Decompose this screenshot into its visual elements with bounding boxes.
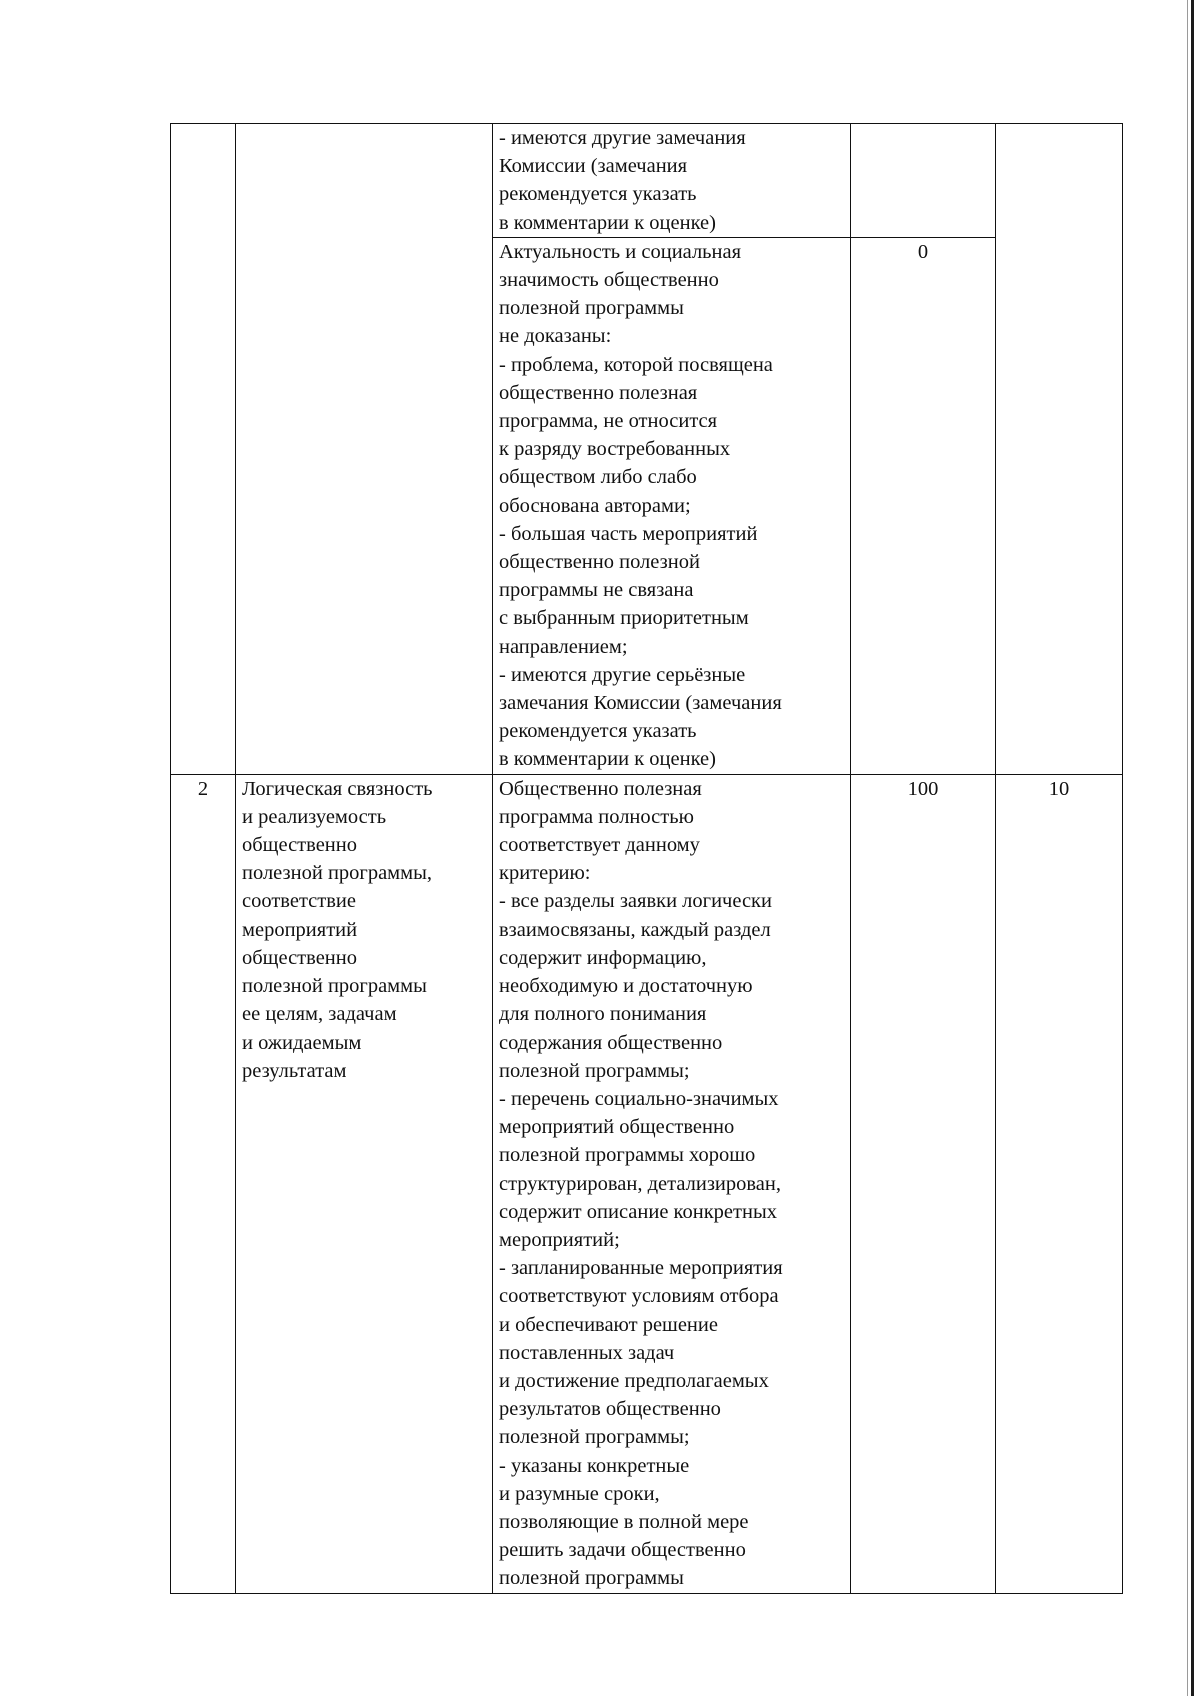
- cell-criterion-continuation: [236, 124, 493, 775]
- description-line: необходимую и достаточную: [499, 975, 753, 998]
- description-line: общественно полезной: [499, 551, 700, 574]
- description-line: рекомендуется указать: [499, 183, 697, 206]
- criterion-name-line: соответствие: [242, 890, 356, 913]
- criterion-name-line: общественно: [242, 834, 357, 857]
- description-line: содержит описание конкретных: [499, 1200, 777, 1223]
- criterion-name-line: полезной программы,: [242, 862, 433, 885]
- criterion-name-line: полезной программы: [242, 975, 427, 998]
- description-line: и достижение предполагаемых: [499, 1369, 769, 1392]
- cell-number-continuation: [171, 124, 236, 775]
- description-line: позволяющие в полной мере: [499, 1510, 749, 1533]
- description-line: полезной программы;: [499, 1059, 690, 1082]
- description-line: полезной программы: [499, 297, 684, 320]
- description-line: Актуальность и социальная: [499, 240, 742, 263]
- criteria-table: [170, 123, 1123, 1594]
- cell-weight-criterion-2: 10: [996, 774, 1123, 1593]
- description-line: и обеспечивают решение: [499, 1313, 718, 1336]
- description-line: программы не связана: [499, 579, 694, 602]
- cell-criterion-name-2: [236, 774, 493, 1593]
- cell-weight-continuation: [996, 124, 1123, 775]
- description-line: - имеются другие замечания: [499, 127, 746, 149]
- description-line: с выбранным приоритетным: [499, 607, 749, 630]
- criterion-name-line: и реализуемость: [242, 805, 387, 828]
- description-line: полезной программы: [499, 1567, 684, 1590]
- description-line: - все разделы заявки логически: [499, 890, 772, 913]
- description-line: - запланированные мероприятия: [499, 1257, 783, 1280]
- description-line: в комментарии к оценке): [499, 211, 716, 234]
- description-line: - имеются другие серьёзные: [499, 663, 746, 686]
- description-line: рекомендуется указать: [499, 720, 697, 743]
- description-line: - перечень социально-значимых: [499, 1087, 779, 1110]
- cell-description-continuation: [493, 124, 851, 238]
- description-line: не доказаны:: [499, 325, 612, 348]
- cell-score-criterion-2: 100: [851, 774, 996, 1593]
- description-line: Комиссии (замечания: [499, 155, 688, 178]
- criterion-name-line: результатам: [242, 1059, 347, 1082]
- description-line: направлением;: [499, 635, 628, 658]
- cell-number-criterion-2: 2: [171, 774, 236, 1593]
- criterion-name-line: общественно: [242, 946, 357, 969]
- description-line: мероприятий;: [499, 1228, 620, 1251]
- description-line: общественно полезная: [499, 381, 698, 404]
- description-line: содержания общественно: [499, 1031, 723, 1054]
- description-line: обществом либо слабо: [499, 466, 697, 489]
- criterion-name-line: Логическая связность: [242, 777, 433, 800]
- cell-score-continuation: [851, 124, 996, 238]
- table-row-continuation: [171, 124, 1123, 238]
- cell-score-level-zero: 0: [851, 237, 996, 774]
- description-line: и разумные сроки,: [499, 1482, 660, 1505]
- criterion-name-line: мероприятий: [242, 918, 358, 941]
- description-line: поставленных задач: [499, 1341, 675, 1364]
- description-line: структурирован, детализирован,: [499, 1172, 782, 1195]
- description-line: решить задачи общественно: [499, 1539, 746, 1562]
- description-line: обоснована авторами;: [499, 494, 691, 517]
- scan-edge-shadow: [1187, 0, 1188, 1696]
- description-line: Общественно полезная: [499, 777, 702, 800]
- description-line: соответствуют условиям отбора: [499, 1285, 779, 1308]
- criterion-name-line: и ожидаемым: [242, 1031, 362, 1054]
- description-line: к разряду востребованных: [499, 438, 731, 461]
- cell-description-level-zero: [493, 237, 851, 774]
- description-line: критерию:: [499, 862, 591, 885]
- description-line: полезной программы хорошо: [499, 1144, 756, 1167]
- description-line: значимость общественно: [499, 269, 719, 292]
- description-line: взаимосвязаны, каждый раздел: [499, 918, 771, 941]
- description-line: замечания Комиссии (замечания: [499, 692, 782, 715]
- criterion-name-line: ее целям, задачам: [242, 1003, 397, 1026]
- description-line: в комментарии к оценке): [499, 748, 716, 771]
- scan-edge-line: [1191, 0, 1194, 1696]
- description-line: полезной программы;: [499, 1426, 690, 1449]
- description-line: - указаны конкретные: [499, 1454, 690, 1477]
- description-line: мероприятий общественно: [499, 1116, 735, 1139]
- description-line: программа полностью: [499, 805, 694, 828]
- description-line: результатов общественно: [499, 1398, 721, 1421]
- table-row-criterion-2: [171, 774, 1123, 1593]
- description-line: соответствует данному: [499, 834, 700, 857]
- description-line: - проблема, которой посвящена: [499, 353, 773, 376]
- description-line: программа, не относится: [499, 410, 718, 433]
- description-line: - большая часть мероприятий: [499, 522, 758, 545]
- description-line: содержит информацию,: [499, 946, 707, 969]
- description-line: для полного понимания: [499, 1003, 707, 1026]
- cell-description-criterion-2: [493, 774, 851, 1593]
